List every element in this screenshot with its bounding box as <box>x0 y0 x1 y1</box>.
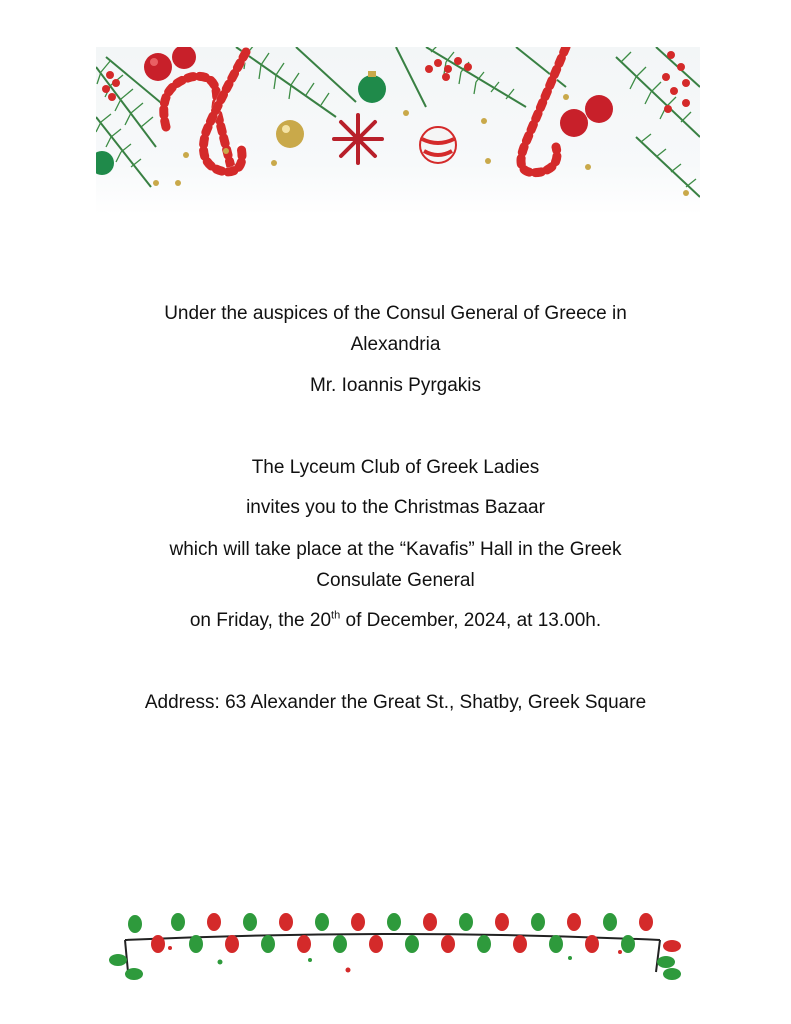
christmas-lights-string <box>100 900 690 985</box>
consul-name: Mr. Ioannis Pyrgakis <box>309 375 482 396</box>
venue-line-2: Consulate General <box>316 570 475 591</box>
address: Address: 63 Alexander the Great St., Shatby, Greek Square <box>144 692 647 713</box>
auspices-line-2: Alexandria <box>350 334 441 355</box>
event-date <box>0 605 791 636</box>
auspices-line-1: Under the auspices of the Consul General of Greece in <box>164 303 627 324</box>
venue-block <box>0 534 791 596</box>
date-prefix: on Friday, the 20 <box>189 610 332 631</box>
date-ordinal-suffix: th <box>331 609 341 622</box>
venue-line-1: which will take place at the “Kavafis” Hall in the Greek <box>169 539 622 560</box>
auspices-block <box>0 298 791 360</box>
invite-text: invites you to the Christmas Bazaar <box>246 497 545 518</box>
club-name: The Lyceum Club of Greek Ladies <box>251 457 540 478</box>
christmas-decorations-banner <box>96 47 700 215</box>
date-rest: of December, 2024, at 13.00h. <box>340 610 602 631</box>
